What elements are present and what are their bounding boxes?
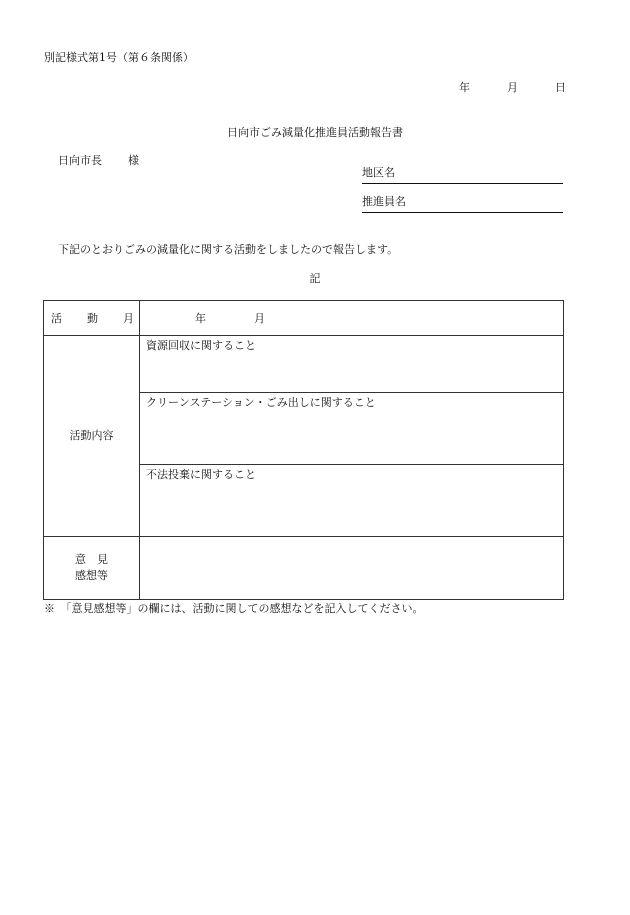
form-number: 別記様式第1号（第６条関係） <box>44 51 194 64</box>
activity-month-value-cell[interactable] <box>140 301 564 336</box>
note-heading: 記 <box>309 272 321 285</box>
activity-month-label-char: 活 <box>51 312 62 325</box>
promoter-name-field[interactable] <box>362 196 563 213</box>
section-resource-recovery[interactable]: 資源回収に関すること <box>140 336 564 393</box>
promoter-name-label: 推進員名 <box>362 195 406 208</box>
activity-content-row <box>44 336 564 393</box>
activity-table <box>43 300 564 600</box>
section-illegal-dumping[interactable]: 不法投棄に関すること <box>140 465 564 537</box>
opinion-label-line: 意 見 <box>75 552 108 566</box>
activity-month-year-label: 年 <box>195 312 206 325</box>
date-year-label: 年 <box>459 81 470 94</box>
date-month-label: 月 <box>507 81 518 94</box>
activity-month-month-label: 月 <box>254 312 265 325</box>
opinion-label-cell <box>44 537 140 600</box>
district-name-label: 地区名 <box>362 166 395 179</box>
activity-month-row <box>44 301 564 336</box>
activity-month-label-char: 月 <box>123 312 134 325</box>
opinion-row <box>44 537 564 600</box>
section-clean-station[interactable]: クリーンステーション・ごみ出しに関すること <box>140 393 564 465</box>
addressee-name: 日向市長 <box>58 154 102 167</box>
opinion-value-cell[interactable] <box>140 537 564 600</box>
date-day-label: 日 <box>555 81 566 94</box>
activity-month-label-cell <box>44 301 140 336</box>
district-name-field[interactable] <box>362 167 563 184</box>
activity-content-label: 活動内容 <box>44 336 140 537</box>
opinion-label-line: 感想等 <box>75 569 108 582</box>
document-title: 日向市ごみ減量化推進員活動報告書 <box>227 126 403 139</box>
report-intro-text: 下記のとおりごみの減量化に関する活動をしましたので報告します。 <box>58 243 399 256</box>
addressee-honorific: 様 <box>128 154 139 167</box>
activity-month-label-char: 動 <box>87 312 98 325</box>
footnote: ※ 「意見感想等」の欄には、活動に関しての感想などを記入してください。 <box>44 602 424 615</box>
